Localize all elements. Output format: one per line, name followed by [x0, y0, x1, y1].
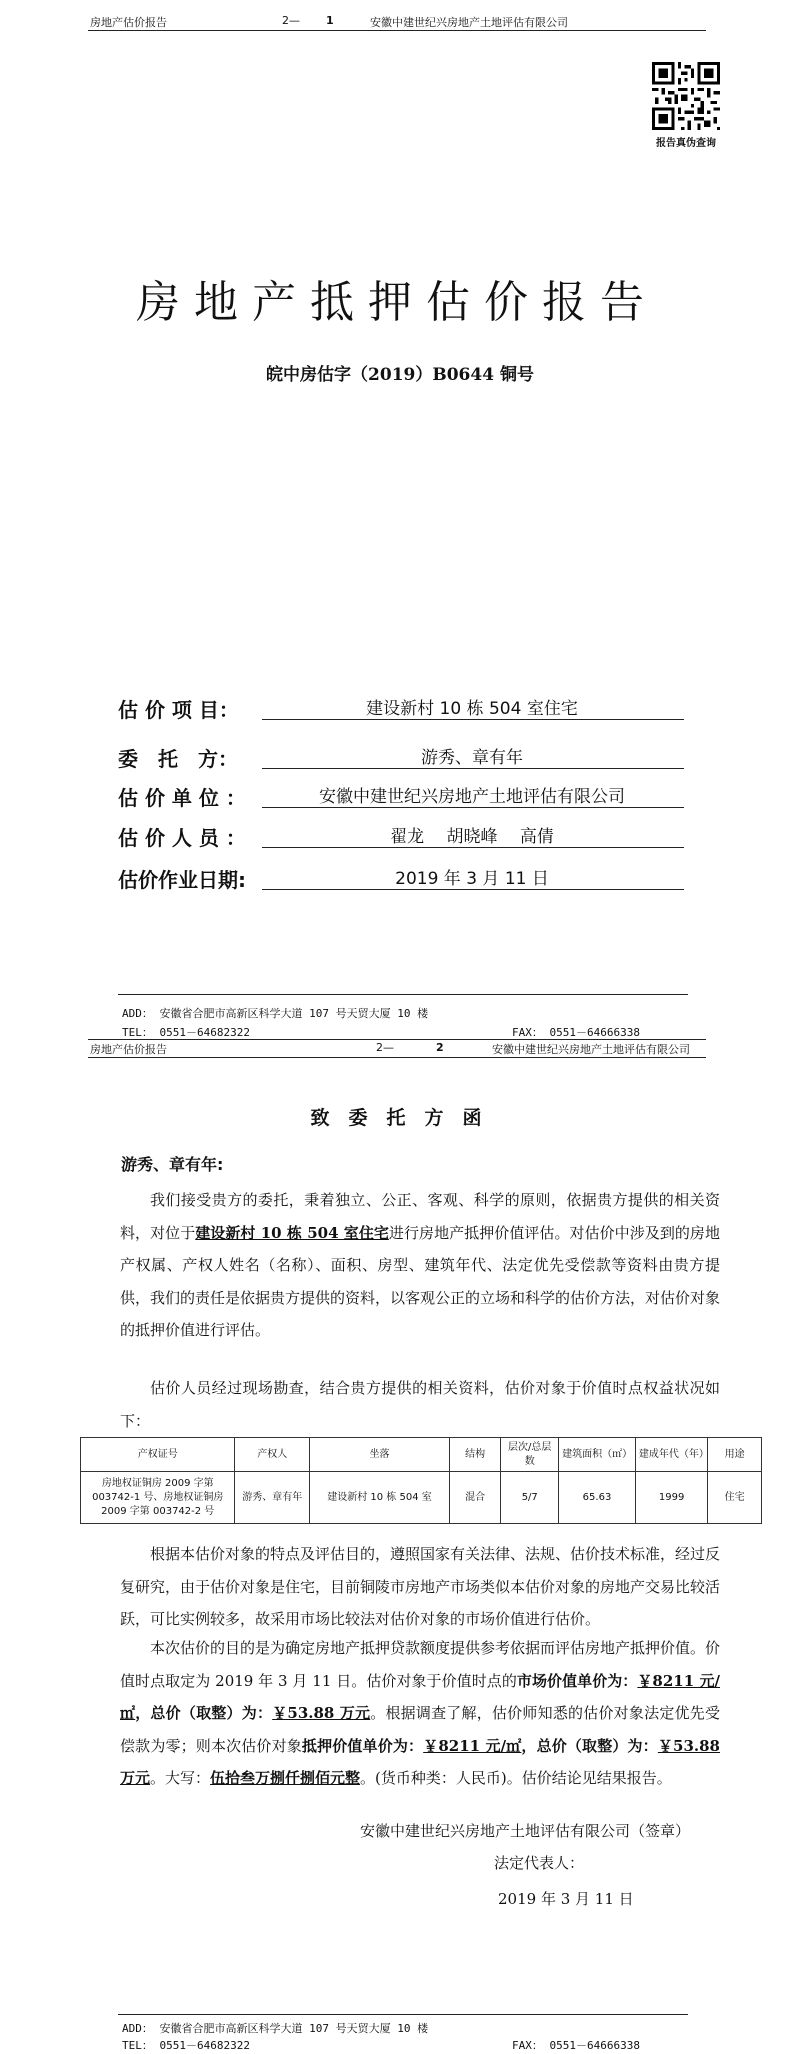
table-header: 层次/总层数: [501, 1438, 559, 1472]
footer-address: ADD： 安徽省合肥市高新区科学大道 107 号天贸大厦 10 楼: [122, 1007, 429, 1020]
field-label: 委 托 方：: [118, 747, 238, 771]
footer-rule: [118, 2014, 688, 2015]
table-header-row: [81, 1438, 762, 1472]
property-table: [80, 1437, 762, 1524]
table-header: 产权证号: [81, 1438, 235, 1472]
table-header: 建筑面积（㎡）: [559, 1438, 636, 1472]
table-cell: 1999: [635, 1472, 708, 1524]
header-page-number: 1: [326, 14, 334, 27]
header-right: 安徽中建世纪兴房地产土地评估有限公司: [370, 16, 568, 29]
header-rule: [88, 30, 706, 31]
field-underline: [262, 847, 684, 848]
paragraph-conclusion: [120, 1632, 720, 1795]
text-bold: 抵押价值单价为：: [301, 1736, 424, 1755]
text-span: 。根据调查了解，估价师知悉的估价对象法定优先受偿款为零；则本次估价对象: [120, 1704, 720, 1755]
table-header: 用途: [708, 1438, 762, 1472]
signature-representative: 法定代表人：: [494, 1854, 585, 1872]
field-value: 安徽中建世纪兴房地产土地评估有限公司: [319, 787, 625, 807]
letter-title: 致 委 托 方 函: [310, 1107, 482, 1129]
market-total-price: ￥53.88 万元: [272, 1704, 371, 1722]
field-value: 翟龙 胡晓峰 高倩: [390, 827, 554, 847]
qr-caption: 报告真伪查询: [656, 138, 716, 149]
text-span: 进行房地产抵押价值评估。对估价中涉及到的房地产权属、产权人姓名（名称）、面积、房型、建筑年代、法定优先受偿款等资料由贵方提供，我们的责任是依据贵方提供的资料，以客观公正的立场和科学的估价方法，对估价对象的抵押价值进行评估。: [120, 1223, 721, 1339]
property-name: 建设新村 10 栋 504 室住宅: [195, 1223, 389, 1242]
field-value: 游秀、章有年: [421, 748, 523, 768]
table-header: 建成年代（年）: [635, 1438, 708, 1472]
mortgage-unit-price: ￥8211 元/㎡: [423, 1736, 522, 1755]
table-cell: 游秀、章有年: [235, 1472, 310, 1524]
footer-tel: TEL： 0551－64682322: [122, 1026, 250, 1039]
text-span: 。大写：: [150, 1769, 211, 1787]
header-page-prefix: 2—: [282, 14, 300, 27]
table-cell: 65.63: [559, 1472, 636, 1524]
page-divider: [88, 1039, 706, 1040]
field-underline: [262, 889, 684, 890]
field-label: 估 价 项 目：: [118, 698, 239, 722]
table-cell: 混合: [449, 1472, 500, 1524]
report-number: 皖中房估字（2019）B0644 铜号: [266, 365, 534, 385]
header-page-prefix: 2—: [376, 1041, 394, 1054]
footer-rule: [118, 994, 688, 995]
table-header: 坐落: [310, 1438, 450, 1472]
header-left: 房地产估价报告: [90, 16, 167, 29]
paragraph-method: 根据本估价对象的特点及评估目的，遵照国家有关法律、法规、估价技术标准，经过反复研究，由于估价对象是住宅，目前铜陵市房地产市场类似本估价对象的房地产交易比较活跃，可比实例较多，故采用市场比较法对估价对象的市场价值进行估价。: [120, 1545, 721, 1628]
signature-company: 安徽中建世纪兴房地产土地评估有限公司（签章）: [360, 1822, 691, 1840]
table-cell: 5/7: [501, 1472, 559, 1524]
footer-address: ADD： 安徽省合肥市高新区科学大道 107 号天贸大厦 10 楼: [122, 2022, 429, 2035]
table-cell: 建设新村 10 栋 504 室: [310, 1472, 450, 1524]
table-row: [81, 1472, 762, 1524]
header-right: 安徽中建世纪兴房地产土地评估有限公司: [492, 1043, 690, 1056]
text-bold: ，总价（取整）为：: [135, 1704, 273, 1722]
header-page-number: 2: [436, 1041, 444, 1054]
report-title: 房地产抵押估价报告: [136, 277, 658, 328]
field-underline: [262, 807, 684, 808]
table-header: 结构: [449, 1438, 500, 1472]
field-label: 估 价 人 员 ：: [118, 826, 246, 850]
paragraph-inspection: 估价人员经过现场勘查，结合贵方提供的相关资料，估价对象于价值时点权益状况如下：: [120, 1379, 720, 1430]
paragraph-commission: [120, 1184, 720, 1347]
field-value: 2019 年 3 月 11 日: [395, 869, 549, 889]
field-underline: [262, 719, 684, 720]
table-cell: 房地权证铜房 2009 字第 003742-1 号、房地权证铜房 2009 字第 003742-2 号: [81, 1472, 235, 1524]
header-rule: [88, 1057, 706, 1058]
amount-in-words: 伍拾叁万捌仟捌佰元整: [210, 1769, 361, 1787]
qr-code-icon: [652, 62, 720, 130]
field-label: 估 价 单 位 ：: [118, 786, 246, 810]
text-bold: 市场价值单价为：: [516, 1671, 638, 1690]
footer-tel: TEL： 0551－64682322: [122, 2039, 250, 2052]
text-span: 本次估价的目的是为确定房地产抵押贷款额度提供参考依据而评估房地产抵押价值。价值时点取定为 2019 年 3 月 11 日。估价对象于价值时点的: [120, 1639, 721, 1690]
field-label: 估价作业日期:: [118, 868, 246, 892]
field-value: 建设新村 10 栋 504 室住宅: [366, 699, 578, 719]
footer-fax: FAX： 0551－64666338: [512, 2039, 640, 2052]
salutation: 游秀、章有年:: [121, 1155, 224, 1174]
table-cell: 住宅: [708, 1472, 762, 1524]
field-underline: [262, 768, 684, 769]
market-unit-price: ￥8211 元/㎡: [120, 1671, 720, 1722]
mortgage-total-price: ￥53.88 万元: [120, 1736, 720, 1787]
table-header: 产权人: [235, 1438, 310, 1472]
signature-date: 2019 年 3 月 11 日: [498, 1890, 634, 1908]
text-bold: ，总价（取整）为：: [521, 1736, 658, 1755]
text-span: 。(货币种类：人民币)。估价结论见结果报告。: [360, 1769, 672, 1787]
footer-fax: FAX： 0551－64666338: [512, 1026, 640, 1039]
header-left: 房地产估价报告: [90, 1043, 167, 1056]
text-span: 我们接受贵方的委托，秉着独立、公正、客观、科学的原则，依据贵方提供的相关资料，对位于: [120, 1191, 720, 1242]
